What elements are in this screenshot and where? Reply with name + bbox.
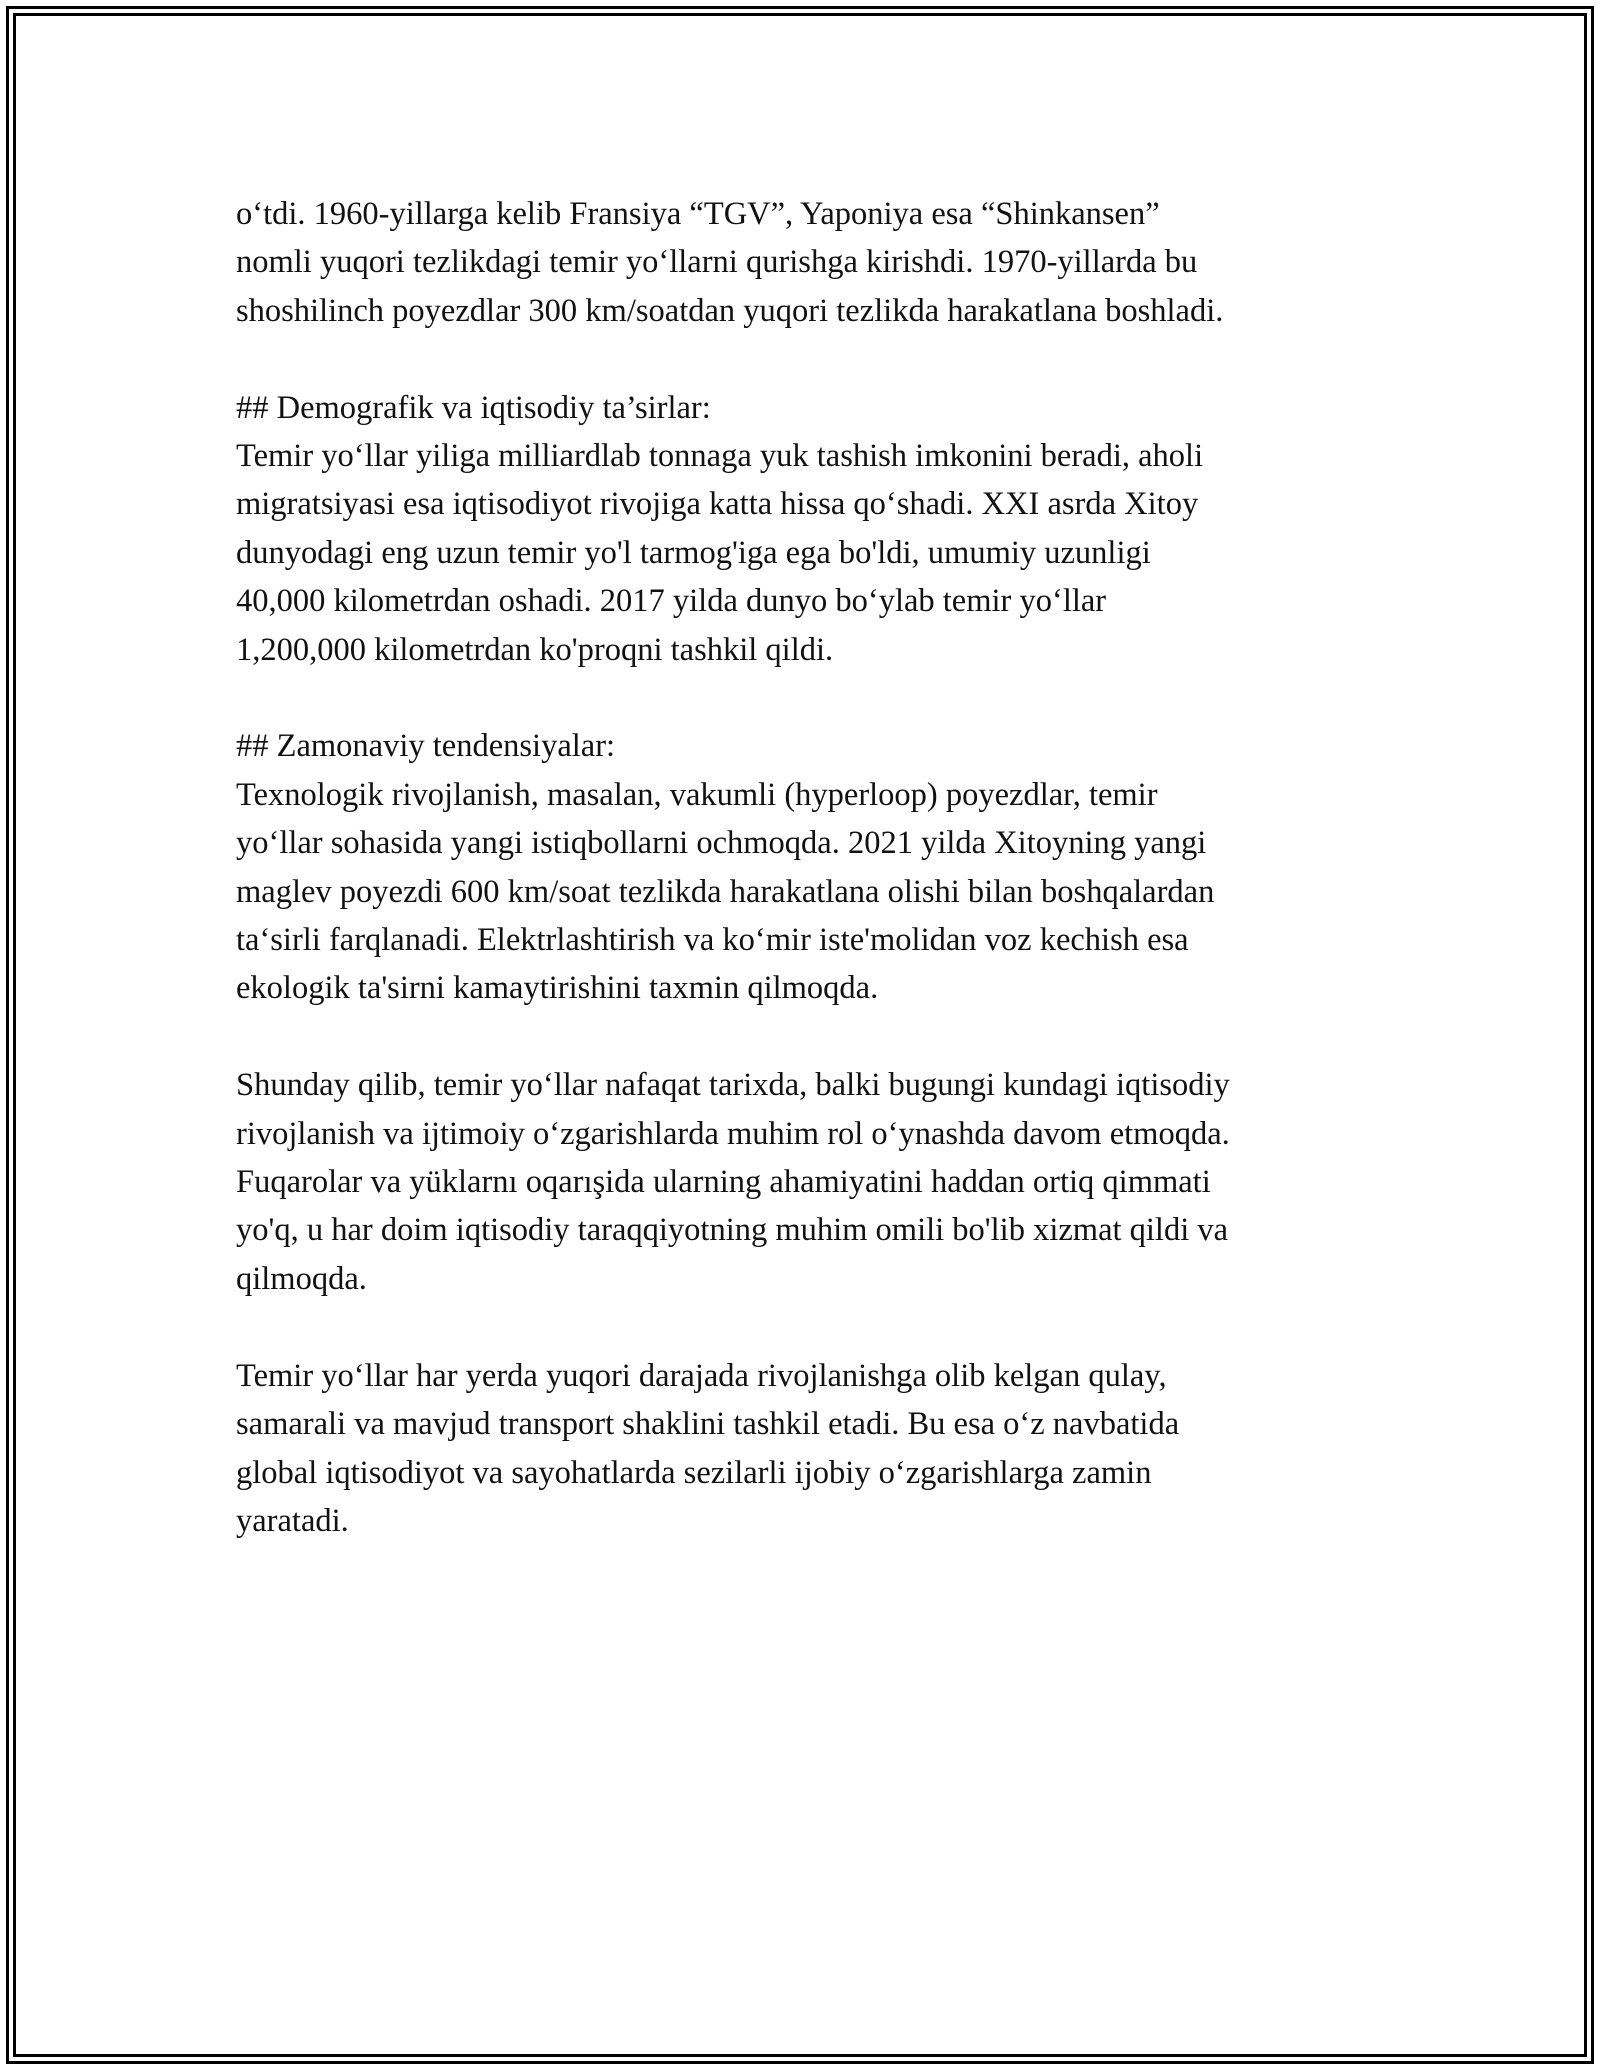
intro-paragraph: o‘tdi. 1960-yillarga kelib Fransiya “TGV”, Yaponiya esa “Shinkansen” nomli yuqori tezlikdagi temir yo‘llarni qurishga kirishdi. 1970-yillarda bu shoshilinch poyezdlar 300 km/soatdan yuqori tezlikda harakatlana boshladi. (236, 196, 1224, 329)
section-heading-demographic: ## Demografik va iqtisodiy ta’sirlar: (236, 389, 711, 426)
section-body-modern-trends: Texnologik rivojlanish, masalan, vakumli (hyperloop) poyezdlar, temir yo‘llar sohasida yangi istiqbollarni ochmoqda. 2021 yilda Xitoyning yangi maglev poyezdi 600 km/soat tezlikda harakatlana olishi bilan boshqalardan ta‘sirli farqlanadi. Elektrlashtirish va ko‘mir iste'molidan voz kechish esa ekologik ta'sirni kamaytirishini taxmin qilmoqda. (236, 776, 1215, 1007)
closing-paragraph: Temir yo‘llar har yerda yuqori darajada rivojlanishga olib kelgan qulay, samarali va mavjud transport shaklini tashkil etadi. Bu esa o‘z navbatida global iqtisodiyot va sayohatlarda sezilarli ijobiy o‘zgarishlarga zamin yaratadi. (236, 1357, 1180, 1539)
document-body (236, 190, 1366, 1594)
section-body-demographic: Temir yo‘llar yiliga milliardlab tonnaga yuk tashish imkonini beradi, aholi migratsiyasi esa iqtisodiyot rivojiga katta hissa qo‘shadi. XXI asrda Xitoy dunyodagi eng uzun temir yo'l tarmog'iga ega bo'ldi, umumiy uzunligi 40,000 kilometrdan oshadi. 2017 yilda dunyo bo‘ylab temir yo‘llar 1,200,000 kilometrdan ko'proqni tashkil qildi. (236, 438, 1204, 668)
conclusion-paragraph: Shunday qilib, temir yo‘llar nafaqat tarixda, balki bugungi kundagi iqtisodiy rivojlanish va ijtimoiy o‘zgarishlarda muhim rol o‘ynashda davom etmoqda. Fuqarolar va yüklarnı oqarışida ularning ahamiyatini haddan ortiq qimmati yo'q, u har doim iqtisodiy taraqqiyotning muhim omili bo'lib xizmat qildi va qilmoqda. (236, 1067, 1230, 1297)
section-heading-modern-trends: ## Zamonaviy tendensiyalar: (236, 728, 616, 765)
